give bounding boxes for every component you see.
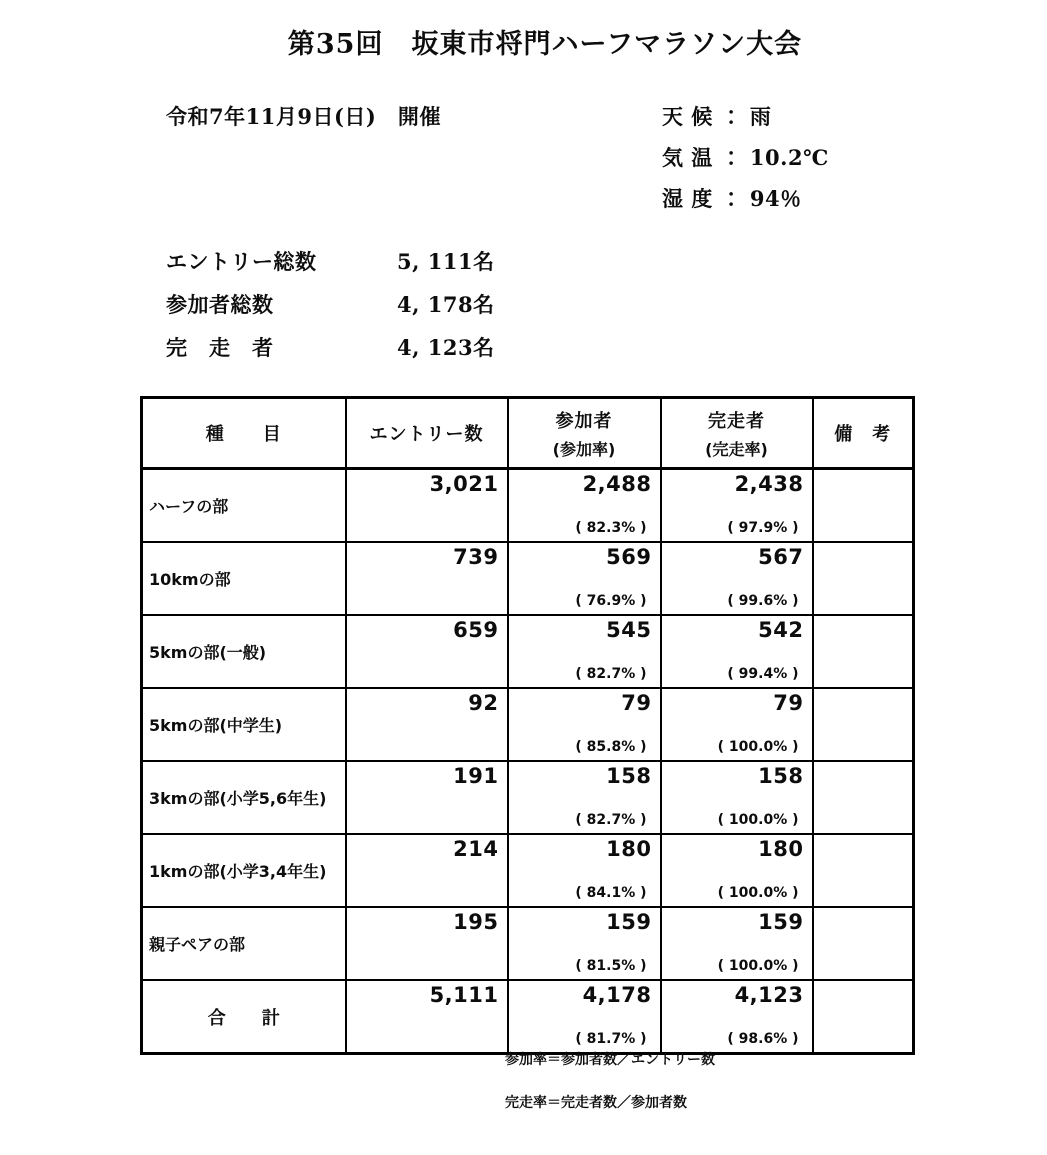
header-finishers — [661, 398, 813, 469]
participants-cell — [508, 761, 661, 834]
participants-value: 159 — [606, 910, 652, 934]
finishers-cell — [661, 834, 813, 907]
footnotes — [505, 1049, 715, 1135]
summary-label: エントリー総数 — [166, 249, 317, 274]
participation-rate: ( 84.1% ) — [575, 884, 647, 901]
participation-rate: ( 81.5% ) — [575, 957, 647, 974]
finishers-cell — [661, 761, 813, 834]
summary-value: 4, 123名 — [397, 335, 495, 360]
table-row-parent-child-pair — [142, 907, 914, 980]
footnote-finish-rate: 完走率＝完走者数／参加者数 — [505, 1095, 687, 1111]
category-cell: 親子ペアの部 — [142, 907, 346, 980]
category-cell: 5kmの部(中学生) — [142, 688, 346, 761]
summary-row-participants — [166, 289, 495, 332]
participants-cell — [508, 688, 661, 761]
finishers-value: 542 — [758, 618, 804, 642]
finishers-value: 79 — [773, 691, 804, 715]
participants-value: 4,178 — [582, 983, 652, 1007]
header-finishers-line2: (完走率) — [705, 439, 768, 459]
weather-humidity: 湿 度 ： 94％ — [662, 186, 802, 211]
summary-block — [166, 246, 495, 375]
entries-cell — [346, 980, 508, 1054]
remarks-cell — [813, 688, 914, 761]
participants-cell — [508, 980, 661, 1054]
category-cell: 5kmの部(一般) — [142, 615, 346, 688]
finish-rate: ( 97.9% ) — [727, 519, 799, 536]
table-row-1km-elementary34 — [142, 834, 914, 907]
finishers-value: 159 — [758, 910, 804, 934]
summary-row-finishers — [166, 332, 495, 375]
participants-value: 2,488 — [582, 472, 652, 496]
participants-value: 180 — [606, 837, 652, 861]
category-cell: 3kmの部(小学5,6年生) — [142, 761, 346, 834]
weather-condition: 天 候 ： 雨 — [662, 104, 772, 129]
participation-rate: ( 82.3% ) — [575, 519, 647, 536]
finishers-value: 2,438 — [734, 472, 804, 496]
remarks-cell — [813, 907, 914, 980]
finish-rate: ( 98.6% ) — [727, 1030, 799, 1047]
table-row-10km — [142, 542, 914, 615]
participants-value: 158 — [606, 764, 652, 788]
table-row-total — [142, 980, 914, 1054]
remarks-cell — [813, 615, 914, 688]
summary-value: 5, 111名 — [397, 249, 495, 274]
entries-cell — [346, 761, 508, 834]
finish-rate: ( 100.0% ) — [717, 884, 799, 901]
table-row-3km-elementary56 — [142, 761, 914, 834]
entries-cell — [346, 907, 508, 980]
category-cell: 10kmの部 — [142, 542, 346, 615]
entries-value: 739 — [453, 545, 499, 569]
remarks-cell — [813, 834, 914, 907]
participants-cell — [508, 834, 661, 907]
participants-cell — [508, 907, 661, 980]
finishers-cell — [661, 907, 813, 980]
header-remarks: 備 考 — [813, 398, 914, 469]
page-title: 第35回 坂東市将門ハーフマラソン大会 — [287, 29, 803, 60]
remarks-cell — [813, 542, 914, 615]
finishers-value: 158 — [758, 764, 804, 788]
finishers-cell — [661, 980, 813, 1054]
finish-rate: ( 100.0% ) — [717, 738, 799, 755]
remarks-cell — [813, 469, 914, 543]
table-row-5km-general — [142, 615, 914, 688]
results-table — [140, 396, 915, 1055]
finishers-value: 4,123 — [734, 983, 804, 1007]
entries-value: 659 — [453, 618, 499, 642]
weather-temperature: 気 温 ： 10.2℃ — [662, 145, 829, 170]
finishers-cell — [661, 615, 813, 688]
participants-value: 569 — [606, 545, 652, 569]
summary-value: 4, 178名 — [397, 292, 495, 317]
weather-block — [662, 101, 829, 224]
finish-rate: ( 99.6% ) — [727, 592, 799, 609]
header-participants — [508, 398, 661, 469]
entries-value: 214 — [453, 837, 499, 861]
header-category: 種 目 — [142, 398, 346, 469]
header-entries: エントリー数 — [346, 398, 508, 469]
participants-cell — [508, 469, 661, 543]
entries-cell — [346, 469, 508, 543]
participation-rate: ( 85.8% ) — [575, 738, 647, 755]
category-cell: 1kmの部(小学3,4年生) — [142, 834, 346, 907]
entries-cell — [346, 542, 508, 615]
entries-cell — [346, 834, 508, 907]
remarks-cell — [813, 761, 914, 834]
finish-rate: ( 100.0% ) — [717, 811, 799, 828]
table-row-5km-junior-high — [142, 688, 914, 761]
participation-rate: ( 82.7% ) — [575, 665, 647, 682]
summary-row-entries — [166, 246, 495, 289]
header-participants-line1: 参加者 — [555, 410, 613, 432]
entries-value: 191 — [453, 764, 499, 788]
participation-rate: ( 81.7% ) — [575, 1030, 647, 1047]
participation-rate: ( 76.9% ) — [575, 592, 647, 609]
results-table-header — [142, 398, 914, 469]
finishers-cell — [661, 542, 813, 615]
header-finishers-line1: 完走者 — [708, 410, 765, 432]
category-cell: ハーフの部 — [142, 469, 346, 543]
entries-value: 3,021 — [429, 472, 499, 496]
finish-rate: ( 100.0% ) — [717, 957, 799, 974]
entries-value: 92 — [468, 691, 499, 715]
summary-label: 完 走 者 — [166, 335, 274, 360]
participants-cell — [508, 615, 661, 688]
finishers-cell — [661, 469, 813, 543]
finishers-value: 180 — [758, 837, 804, 861]
entries-value: 5,111 — [429, 983, 499, 1007]
finish-rate: ( 99.4% ) — [727, 665, 799, 682]
entries-cell — [346, 688, 508, 761]
table-row-half — [142, 469, 914, 543]
footnote-participation-rate: 参加率＝参加者数／エントリー数 — [505, 1052, 715, 1068]
participants-value: 545 — [606, 618, 652, 642]
participation-rate: ( 82.7% ) — [575, 811, 647, 828]
summary-label: 参加者総数 — [166, 292, 274, 317]
entries-cell — [346, 615, 508, 688]
finishers-value: 567 — [758, 545, 804, 569]
participants-cell — [508, 542, 661, 615]
header-row — [142, 398, 914, 469]
entries-value: 195 — [453, 910, 499, 934]
finishers-cell — [661, 688, 813, 761]
header-participants-line2: (参加率) — [552, 439, 616, 459]
remarks-cell — [813, 980, 914, 1054]
category-cell: 合 計 — [142, 980, 346, 1054]
participants-value: 79 — [621, 691, 652, 715]
event-date: 令和7年11月9日(日) 開催 — [166, 104, 441, 129]
